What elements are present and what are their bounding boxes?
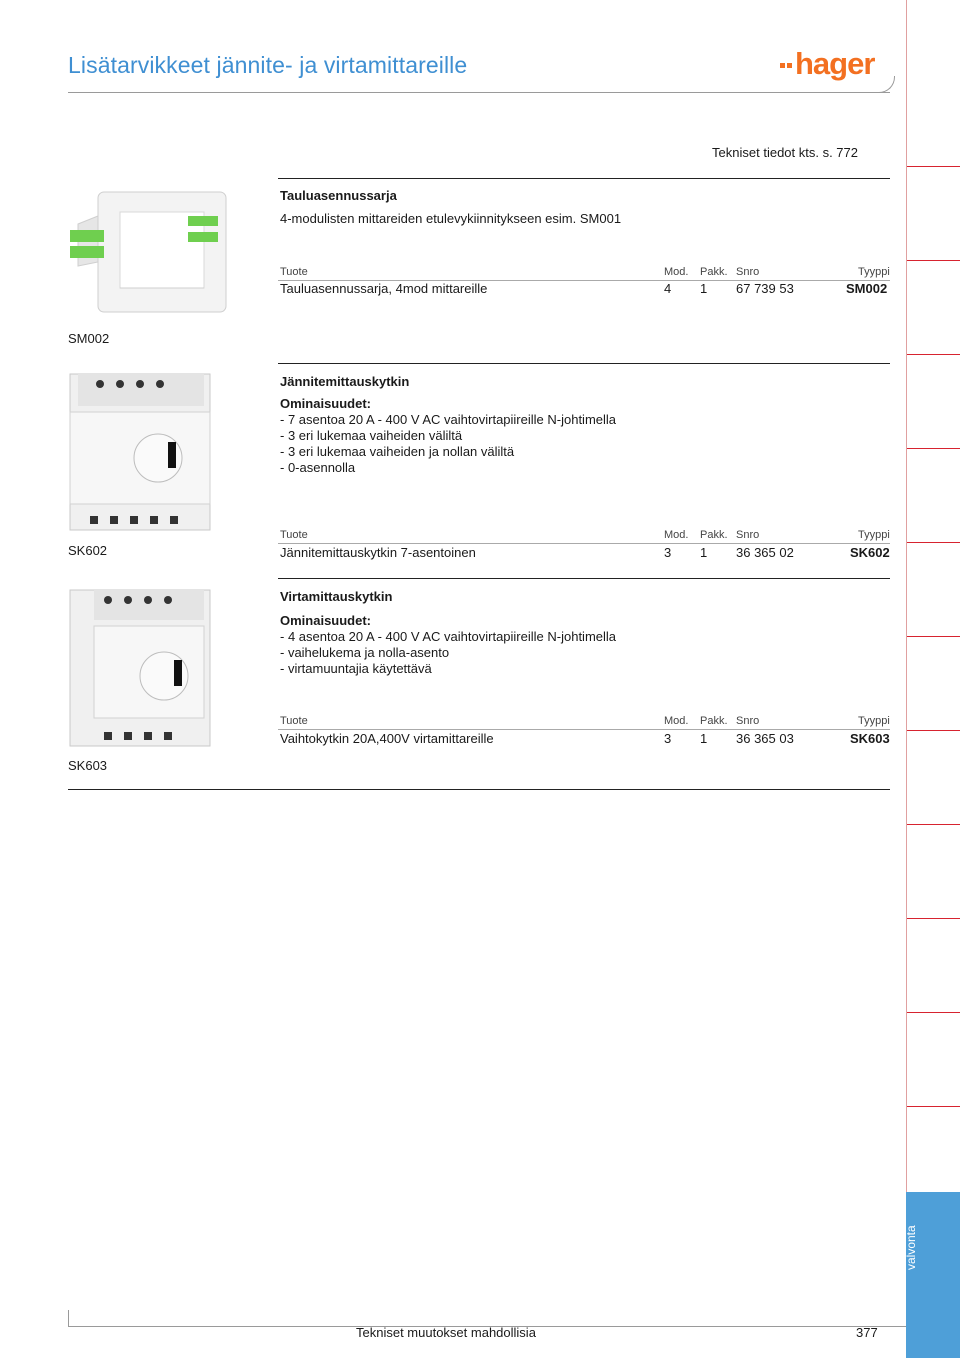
logo-dot-icon: [787, 63, 792, 68]
col-header-mod: Mod.: [664, 266, 689, 278]
feature-item: - virtamuuntajia käytettävä: [280, 661, 432, 676]
product-image-sk602: [68, 372, 213, 532]
table-cell-snro: 67 739 53: [736, 281, 794, 296]
sidebar-tick: [907, 354, 960, 355]
table-rule: [278, 729, 890, 730]
table-cell-type: SK602: [850, 545, 890, 560]
feature-item: - 0-asennolla: [280, 460, 356, 475]
col-header-snro: Snro: [736, 715, 760, 727]
feature-item: - 3 eri lukemaa vaiheiden väliltä: [280, 428, 463, 443]
table-cell-snro: 36 365 02: [736, 545, 794, 560]
chapter-tab-label: [890, 1190, 918, 1270]
col-header-mod: Mod.: [664, 715, 689, 727]
section-rule: [278, 363, 890, 364]
feature-item: - 3 eri lukemaa vaiheiden ja nollan väliltä: [280, 444, 515, 459]
section-rule: [68, 789, 890, 790]
col-header-pakk: Pakk.: [700, 266, 728, 278]
table-cell-mod: 3: [664, 731, 672, 746]
page-number: 377: [856, 1325, 878, 1340]
table-cell-type: SM002: [846, 281, 888, 296]
feature-item: - vaihelukema ja nolla-asento: [280, 645, 450, 660]
table-cell-snro: 36 365 03: [736, 731, 794, 746]
col-header-snro: Snro: [736, 529, 760, 541]
sidebar-tick: [907, 1012, 960, 1013]
col-header-product: Tuote: [280, 715, 308, 727]
logo-dot-icon: [780, 63, 785, 68]
col-header-pakk: Pakk.: [700, 715, 728, 727]
chapter-tab[interactable]: [890, 1192, 960, 1358]
table-cell-mod: 3: [664, 545, 672, 560]
table-cell-mod: 4: [664, 281, 672, 296]
sidebar-tick: [907, 1106, 960, 1107]
chapter-tab-line: Mittaus ja: [890, 1218, 904, 1270]
section-subheading: 4-modulisten mittareiden etulevykiinnitykseen esim. SM001: [280, 211, 622, 226]
chapter-sidebar: [906, 0, 960, 1358]
table-cell-product: Tauluasennussarja, 4mod mittareille: [280, 281, 488, 296]
image-caption: SK603: [68, 758, 108, 773]
chapter-tab-line: valvonta: [904, 1225, 918, 1270]
section-heading: Virtamittauskytkin: [280, 589, 393, 604]
feature-list: [280, 412, 616, 476]
footer-curve: [68, 1310, 83, 1326]
table-cell-product: Jännitemittauskytkin 7-asentoinen: [280, 545, 476, 560]
feature-item: - 4 asentoa 20 A - 400 V AC vaihtovirtapiireille N-johtimella: [280, 629, 617, 644]
product-image-sk603: [68, 588, 213, 748]
features-label: Ominaisuudet:: [280, 613, 372, 628]
table-cell-pakk: 1: [700, 281, 708, 296]
section-heading: Tauluasennussarja: [280, 188, 397, 203]
feature-item: - 7 asentoa 20 A - 400 V AC vaihtovirtapiireille N-johtimella: [280, 412, 617, 427]
sidebar-tick: [907, 448, 960, 449]
section-heading: Jännitemittauskytkin: [280, 374, 410, 389]
sidebar-tick: [907, 824, 960, 825]
col-header-mod: Mod.: [664, 529, 689, 541]
tech-reference: Tekniset tiedot kts. s. 772: [712, 145, 858, 160]
footer-note: Tekniset muutokset mahdollisia: [356, 1325, 536, 1340]
image-caption: SK602: [68, 543, 108, 558]
section-rule: [278, 578, 890, 579]
image-caption: SM002: [68, 331, 110, 346]
product-image-sm002: [68, 186, 238, 321]
col-header-type: Tyyppi: [858, 529, 890, 541]
page-title: Lisätarvikkeet jännite- ja virtamittareille: [68, 52, 468, 78]
table-cell-product: Vaihtokytkin 20A,400V virtamittareille: [280, 731, 494, 746]
sidebar-tick: [907, 260, 960, 261]
table-cell-pakk: 1: [700, 545, 708, 560]
header-curve: [872, 76, 895, 93]
col-header-type: Tyyppi: [858, 715, 890, 727]
sidebar-tick: [907, 542, 960, 543]
col-header-pakk: Pakk.: [700, 529, 728, 541]
sidebar-tick: [907, 166, 960, 167]
sidebar-tick: [907, 918, 960, 919]
table-cell-type: SK603: [850, 731, 890, 746]
sidebar-tick: [907, 636, 960, 637]
feature-list: [280, 629, 616, 677]
table-cell-pakk: 1: [700, 731, 708, 746]
col-header-product: Tuote: [280, 266, 308, 278]
features-label: Ominaisuudet:: [280, 396, 372, 411]
col-header-type: Tyyppi: [858, 266, 890, 278]
col-header-product: Tuote: [280, 529, 308, 541]
table-rule: [278, 543, 890, 544]
section-rule: [278, 178, 890, 179]
hager-logo: [780, 46, 874, 82]
sidebar-tick: [907, 730, 960, 731]
logo-text: hager: [795, 46, 875, 81]
header-rule: [68, 92, 890, 93]
col-header-snro: Snro: [736, 266, 760, 278]
